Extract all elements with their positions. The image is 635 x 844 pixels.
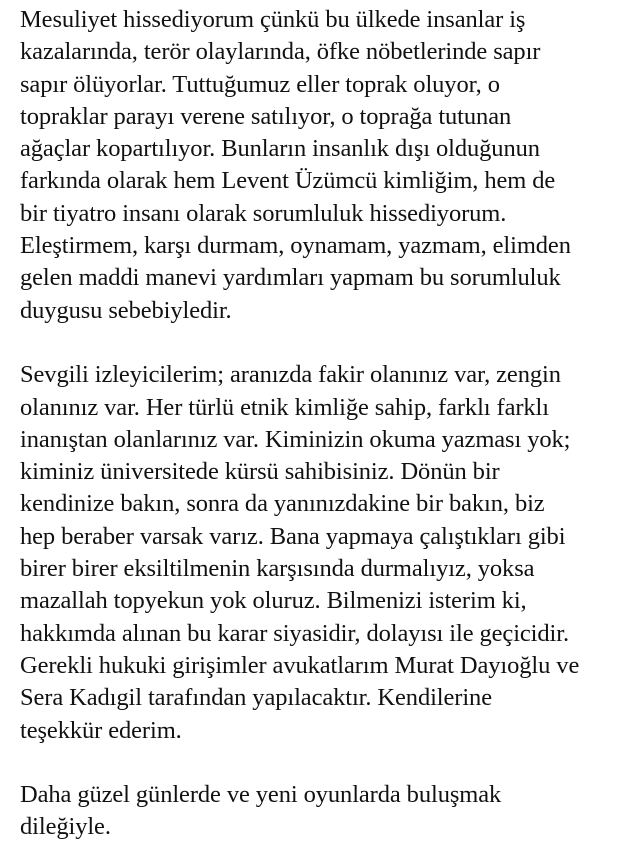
text-line: dileğiyle. (20, 813, 111, 841)
text-line: topraklar parayı verene satılıyor, o toprağa tutunan (20, 102, 512, 130)
text-line: Mesuliyet hissediyorum çünkü bu ülkede insanlar iş (20, 6, 526, 33)
letter-document (20, 4, 632, 844)
text-line: farkında olarak hem Levent Üzümcü kimliğim, hem de (20, 167, 556, 195)
text-line: kazalarında, terör olaylarında, öfke nöbetlerinde sapır (20, 38, 541, 66)
text-line: teşekkür ederim. (20, 716, 182, 744)
text-line: olanınız var. Her türlü etnik kimliğe sahip, farklı farklı (20, 393, 549, 421)
text-line: hakkımda alınan bu karar siyasidir, dolayısı ile geçicidir. (20, 619, 569, 647)
text-line: gelen maddi manevi yardımları yapmam bu sorumluluk (20, 264, 561, 292)
paragraph-responsibility (20, 4, 632, 327)
text-line: inanıştan olanlarınız var. Kiminizin okuma yazması yok; (20, 425, 571, 453)
text-line: sapır ölüyorlar. Tuttuğumuz eller toprak oluyor, o (20, 70, 500, 98)
paragraph-spacer (20, 327, 632, 359)
paragraph-audience (20, 359, 632, 747)
text-line: Sera Kadıgil tarafından yapılacaktır. Kendilerine (20, 684, 492, 712)
text-line: Eleştirmem, karşı durmam, oynamam, yazmam, elimden (20, 232, 571, 260)
paragraph-spacer (20, 747, 632, 779)
text-line: hep beraber varsak varız. Bana yapmaya çalıştıkları gibi (20, 522, 566, 550)
text-line: birer birer eksiltilmenin karşısında durmalıyız, yoksa (20, 555, 535, 583)
text-line: kendinize bakın, sonra da yanınızdakine bir bakın, biz (20, 490, 545, 518)
text-line: bir tiyatro insanı olarak sorumluluk hissediyorum. (20, 199, 507, 227)
paragraph-closing (20, 779, 632, 844)
text-line: ağaçlar kopartılıyor. Bunların insanlık dışı olduğunun (20, 135, 540, 163)
text-line: mazallah topyekun yok oluruz. Bilmenizi isterim ki, (20, 587, 527, 615)
text-line: kiminiz üniversitede kürsü sahibisiniz. Dönün bir (20, 458, 500, 486)
text-line: duygusu sebebiyledir. (20, 296, 232, 324)
text-line: Sevgili izleyicilerim; aranızda fakir olanınız var, zengin (20, 361, 561, 389)
text-line: Daha güzel günlerde ve yeni oyunlarda buluşmak (20, 781, 502, 809)
text-line: Gerekli hukuki girişimler avukatlarım Murat Dayıoğlu ve (20, 651, 580, 679)
